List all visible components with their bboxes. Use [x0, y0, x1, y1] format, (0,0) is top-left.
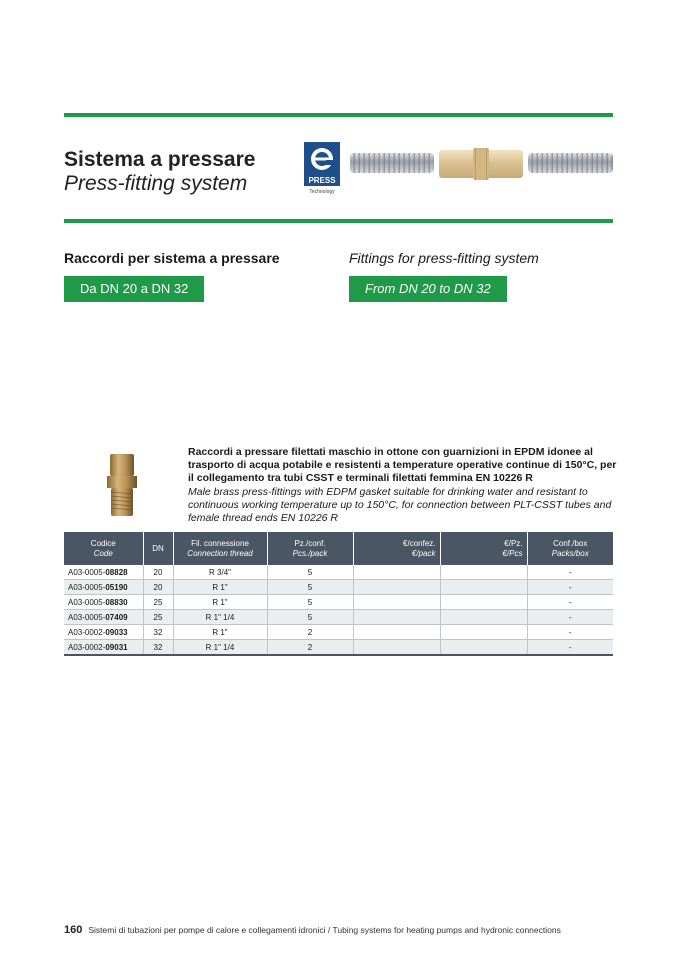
- cell-thread: R 1": [173, 580, 267, 595]
- cell-code: A03-0002-09031: [64, 640, 143, 656]
- section-title-it: Raccordi per sistema a pressare: [64, 250, 280, 266]
- cell-code: A03-0005-07409: [64, 610, 143, 625]
- cell-thread: R 1" 1/4: [173, 610, 267, 625]
- col-header-pcs-pack: Pz./conf. Pcs./pack: [267, 532, 353, 565]
- cell-packs-box: -: [527, 625, 613, 640]
- product-table: [64, 532, 613, 656]
- cell-pcs-price: [440, 610, 527, 625]
- cell-dn: 32: [143, 640, 173, 656]
- cell-thread: R 1" 1/4: [173, 640, 267, 656]
- col-header-packs-box: Conf./box Packs/box: [527, 532, 613, 565]
- cell-pack-price: [353, 595, 440, 610]
- cell-dn: 20: [143, 580, 173, 595]
- table-row: [64, 565, 613, 580]
- cell-packs-box: -: [527, 565, 613, 580]
- cell-pack-price: [353, 610, 440, 625]
- cell-dn: 32: [143, 625, 173, 640]
- cell-pack-price: [353, 640, 440, 656]
- col-header-thread: Fil. connessione Connection thread: [173, 532, 267, 565]
- cell-pcs-price: [440, 580, 527, 595]
- top-divider: [64, 113, 613, 117]
- cell-thread: R 3/4": [173, 565, 267, 580]
- cell-pcs-price: [440, 640, 527, 656]
- col-header-pcs-price: €/Pz. €/Pcs: [440, 532, 527, 565]
- cell-code: A03-0002-09033: [64, 625, 143, 640]
- product-description-it: Raccordi a pressare filettati maschio in ottone con guarnizioni in EPDM idonee al trasporto di acqua potabile e resistenti a temperature operative continue di 150°C, per il collegamento tra tubi CSST e terminali filettati femmina EN 10226 R: [188, 446, 617, 484]
- cell-pcs-pack: 5: [267, 595, 353, 610]
- table-row: [64, 580, 613, 595]
- brass-coupling-image: [439, 148, 523, 180]
- table-header-row: [64, 532, 613, 565]
- cell-pcs-pack: 5: [267, 610, 353, 625]
- logo-subtext: Technology: [309, 189, 335, 194]
- cell-pcs-pack: 2: [267, 640, 353, 656]
- range-badge-it: Da DN 20 a DN 32: [64, 276, 204, 302]
- brass-fitting-image: [104, 452, 140, 518]
- cell-pcs-price: [440, 565, 527, 580]
- cell-pcs-pack: 2: [267, 625, 353, 640]
- csst-tube-right-image: [528, 151, 613, 175]
- page-number: 160: [64, 924, 83, 936]
- page-title-en: Press-fitting system: [64, 172, 248, 195]
- epress-logo: [304, 142, 340, 194]
- page-footer: [64, 924, 561, 936]
- cell-pack-price: [353, 625, 440, 640]
- cell-pack-price: [353, 565, 440, 580]
- cell-dn: 20: [143, 565, 173, 580]
- table-row: [64, 625, 613, 640]
- product-description-en: Male brass press-fittings with EDPM gasket suitable for drinking water and resistant to continuous working temperature up to 150°C, for connection between PLT-CSST tubes and female thread ends EN 10226 R: [188, 486, 612, 524]
- cell-dn: 25: [143, 610, 173, 625]
- cell-pcs-price: [440, 625, 527, 640]
- cell-pcs-pack: 5: [267, 565, 353, 580]
- cell-packs-box: -: [527, 610, 613, 625]
- cell-pack-price: [353, 580, 440, 595]
- cell-packs-box: -: [527, 595, 613, 610]
- cell-packs-box: -: [527, 580, 613, 595]
- cell-code: A03-0005-05190: [64, 580, 143, 595]
- page-title-it: Sistema a pressare: [64, 148, 256, 171]
- cell-pcs-pack: 5: [267, 580, 353, 595]
- cell-pcs-price: [440, 595, 527, 610]
- logo-text: PRESS: [308, 176, 336, 185]
- cell-thread: R 1": [173, 595, 267, 610]
- range-badge-en: From DN 20 to DN 32: [349, 276, 507, 302]
- csst-tube-left-image: [350, 151, 434, 175]
- table-row: [64, 595, 613, 610]
- cell-thread: R 1": [173, 625, 267, 640]
- table-row: [64, 640, 613, 656]
- cell-dn: 25: [143, 595, 173, 610]
- cell-code: A03-0005-08830: [64, 595, 143, 610]
- footer-text: Sistemi di tubazioni per pompe di calore e collegamenti idronici / Tubing systems for heating pumps and hydronic connections: [88, 925, 561, 935]
- col-header-code: Codice Code: [64, 532, 143, 565]
- section-divider: [64, 219, 613, 223]
- table-row: [64, 610, 613, 625]
- col-header-pack-price: €/confez. €/pack: [353, 532, 440, 565]
- section-title-en: Fittings for press-fitting system: [349, 250, 539, 266]
- cell-code: A03-0005-08828: [64, 565, 143, 580]
- col-header-dn: DN: [143, 532, 173, 565]
- cell-packs-box: -: [527, 640, 613, 656]
